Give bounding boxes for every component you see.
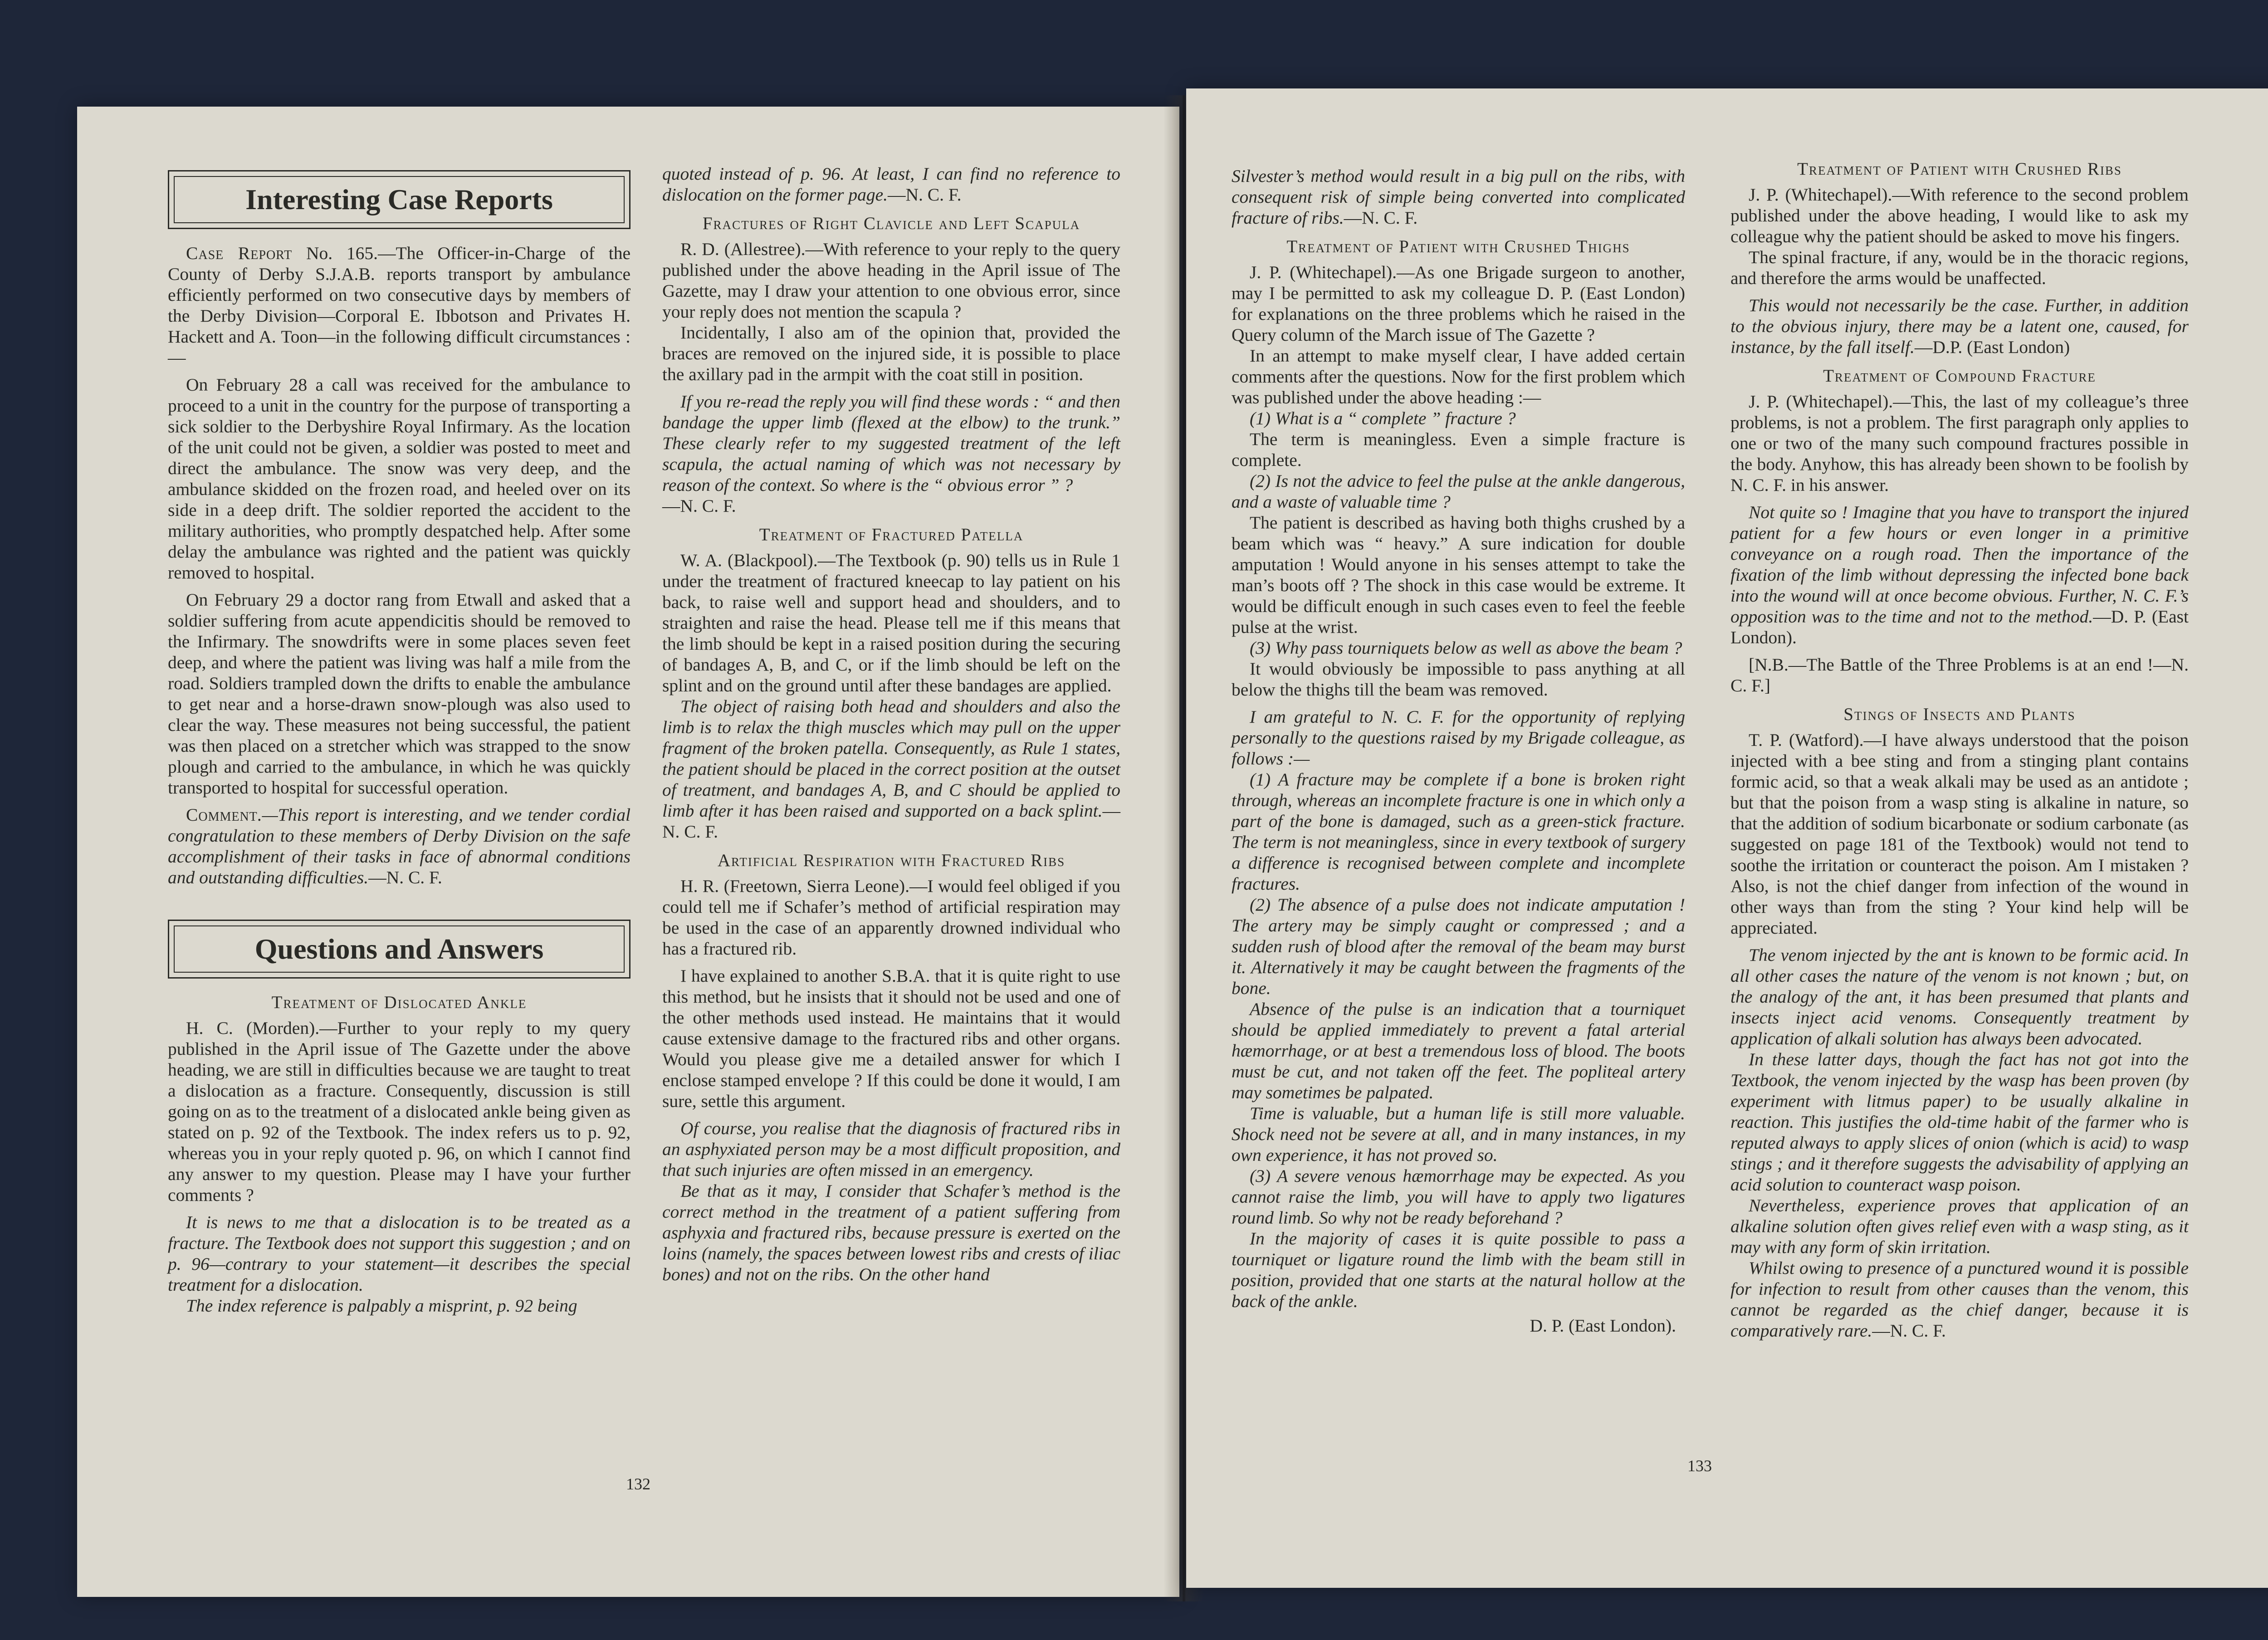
paragraph: In an attempt to make myself clear, I have added certain comments after the questions. Now for the first problem which was published under the above heading :— xyxy=(1232,346,1685,407)
paragraph: H. C. (Morden).—Further to your reply to my query published in the April issue of The Gazette under the above heading, we are still in difficulties because we are taught to treat a dislocation as a fracture. Consequently, discussion is still going on as to the treatment of a dislocated ankle being given as stated on p. 92 of the Textbook. The index refers us to p. 92, whereas you in your reply quoted p. 96, on which I cannot find any answer to my question. Please may I have your further comments ? xyxy=(168,1018,631,1205)
reply: (3) A severe venous hæmorrhage may be expected. As you cannot raise the limb, you will have to apply two ligatures round limb. So why not be ready beforehand ? xyxy=(1232,1166,1685,1228)
reply: Not quite so ! Imagine that you have to transport the injured patient for a few hours or even longer in a primitive conveyance on a rough road. Then the importance of the fixation of the limb without depressing the infected bone back into the wound will at once become obvious. Further, N. C. F.’s opposition was to the time and not to the method.—D. P. (East London). xyxy=(1730,502,2189,647)
interesting-case-reports-box xyxy=(168,170,631,229)
reply: In these latter days, though the fact has not got into the Textbook, the venom injected by the wasp has been proven (by experiment with litmus paper) to be usually alkaline in reaction. This justifies the old-time habit of the farmer who is reputed always to apply slices of onion (which is acid) to wasp stings ; and it therefore suggests the advisability of applying an acid solution to counteract wasp poison. xyxy=(1730,1049,2189,1195)
left-column-2 xyxy=(662,163,1120,1285)
paragraph: T. P. (Watford).—I have always understood that the poison injected with a bee sting and from a stinging plant contains formic acid, so that a weak alkali may be used as an antidote ; but that the poison from a wasp sting is alkaline in nature, so that the addition of sodium bicarbonate or sodium carbonate (as suggested on page 181 of the Textbook) would not tend to soothe the irritation or counteract the poison. Am I mistaken ? Also, is not the chief danger from infection of the wound in other ways than from the sting ? Your kind help will be appreciated. xyxy=(1730,730,2189,938)
signature: D. P. (East London). xyxy=(1530,1316,1676,1336)
paragraph: Silvester’s method would result in a big pull on the ribs, with consequent risk of simple being converted into complicated fracture of ribs.—N. C. F. xyxy=(1232,166,1685,228)
reply: I am grateful to N. C. F. for the opportunity of replying personally to the questions raised by my Brigade colleague, as follows :— xyxy=(1232,707,1685,769)
subheading: Fractures of Right Clavicle and Left Scapula xyxy=(702,214,1080,233)
right-page xyxy=(1186,88,2268,1588)
reply: The venom injected by the ant is known to be formic acid. In all other cases the nature of the venom is not known ; but, on the analogy of the ant, it has been presumed that plants and insects inject acid venoms. Consequently treatment by application of alkali solution has always been advocated. xyxy=(1730,945,2189,1048)
question: (3) Why pass tourniquets below as well as above the beam ? xyxy=(1250,638,1682,658)
paragraph: H. R. (Freetown, Sierra Leone).—I would feel obliged if you could tell me if Schafer’s method of artificial respiration may be used in the case of an apparently drowned individual who has a fractured rib. xyxy=(662,876,1120,959)
subheading: Treatment of Patient with Crushed Thighs xyxy=(1286,237,1630,256)
paragraph: Incidentally, I also am of the opinion that, provided the braces are removed on the injured side, it is possible to place the axillary pad in the armpit with the coat still in position. xyxy=(662,323,1120,384)
left-page xyxy=(77,107,1179,1597)
subheading: Treatment of Fractured Patella xyxy=(759,525,1024,544)
reply: Absence of the pulse is an indication that a tourniquet should be applied immediately to prevent a fatal arterial hæmorrhage, or at best a tremendous loss of blood. The boots must be cut, and not taken off the feet. The popliteal artery may sometimes be palpated. xyxy=(1232,999,1685,1102)
section-title: Questions and Answers xyxy=(174,925,625,973)
questions-and-answers-box xyxy=(168,920,631,979)
page-number: 133 xyxy=(1687,1457,1712,1475)
comment: Comment.—This report is interesting, and we tender cordial congratulation to these members of Derby Division on the safe accomplishment of their tasks in face of abnormal conditions and outstanding difficulties.—N. C. F. xyxy=(168,805,631,887)
reply: The object of raising both head and shoulders and also the limb is to relax the thigh muscles which may pull on the upper fragment of the broken patella. Consequently, as Rule 1 states, the patient should be placed in the correct position at the outset of treatment, and bandages A, B, and C should be applied to limb after it has been raised and supported on a back splint.—N. C. F. xyxy=(662,696,1120,842)
reply: Of course, you realise that the diagnosis of fractured ribs in an asphyxiated person may be a most difficult proposition, and that such injuries are often missed in an emergency. xyxy=(662,1118,1120,1180)
paragraph: quoted instead of p. 96. At least, I can find no reference to dislocation on the former page.—N. C. F. xyxy=(662,164,1120,205)
paragraph: R. D. (Allestree).—With reference to your reply to the query published under the above heading in the April issue of The Gazette, may I draw your attention to one obvious error, since your reply does not mention the scapula ? xyxy=(662,239,1120,322)
paragraph: The patient is described as having both thighs crushed by a beam which was “ heavy.” A sure indication for double amputation ! Would anyone in his senses attempt to take the man’s boots off ? The shock in this case would be extreme. It would be difficult enough in such cases even to feel the feeble pulse at the wrist. xyxy=(1232,513,1685,637)
question: (1) What is a “ complete ” fracture ? xyxy=(1250,408,1516,428)
reply: (2) The absence of a pulse does not indicate amputation ! The artery may be simply caught or compressed ; and a sudden rush of blood after the removal of the beam may burst it. Alternatively it may be caught between the fragments of the bone. xyxy=(1232,895,1685,998)
reply: It is news to me that a dislocation is to be treated as a fracture. The Textbook does not support this suggestion ; and on p. 96—contrary to your statement—it describes the special treatment for a dislocation. xyxy=(168,1212,631,1295)
case-report-intro: Case Report No. 165.—The Officer-in-Charge of the County of Derby S.J.A.B. reports transport by ambulance efficiently performed on two consecutive days by members of the Derby Division—Corporal E. Ibbotson and Privates H. Hackett and A. Toon—in the following difficult circumstances :— xyxy=(168,243,631,367)
subheading: Stings of Insects and Plants xyxy=(1843,705,2076,724)
reply: The index reference is palpably a misprint, p. 92 being xyxy=(186,1296,577,1316)
editor-note: [N.B.—The Battle of the Three Problems is at an end !—N. C. F.] xyxy=(1730,655,2189,695)
right-column-2 xyxy=(1730,159,2189,1341)
subheading: Treatment of Compound Fracture xyxy=(1823,366,2096,386)
paragraph: W. A. (Blackpool).—The Textbook (p. 90) tells us in Rule 1 under the treatment of fractured kneecap to lay patient on his back, to raise well and support head and shoulders, and to straighten and raise the head. Please tell me if this means that the limb should be kept in a raised position during the securing of bandages A, B, and C, or if the limb should be left on the splint and on the ground until after these bandages are applied. xyxy=(662,550,1120,695)
reply: If you re-read the reply you will find these words : “ and then bandage the upper limb (flexed at the elbow) to the trunk.” These clearly refer to my suggested treatment of the left scapula, the actual naming of which was not necessary by reason of the context. So where is the “ obvious error ” ? —N. C. F. xyxy=(662,392,1120,516)
page-number: 132 xyxy=(626,1475,650,1493)
subheading: Artificial Respiration with Fractured Ribs xyxy=(717,851,1066,870)
right-column-1 xyxy=(1232,166,1685,1336)
reply: Time is valuable, but a human life is still more valuable. Shock need not be severe at all, and in many instances, in my own experience, it has not proved so. xyxy=(1232,1103,1685,1165)
reply: In the majority of cases it is quite possible to pass a tourniquet or ligature round the limb with the beam still in position, provided that one starts at the natural hollow at the back of the ankle. xyxy=(1232,1229,1685,1311)
reply: (1) A fracture may be complete if a bone is broken right through, whereas an incomplete fracture is one in which only a part of the bone is damaged, such as a green-stick fracture. The term is not meaningless, since in every textbook of surgery a difference is recognised between complete and incomplete fractures. xyxy=(1232,769,1685,894)
paragraph: On February 29 a doctor rang from Etwall and asked that a soldier suffering from acute appendicitis should be removed to the Infirmary. The snowdrifts were in some places seven feet deep, and where the patient was living was half a mile from the road. Soldiers trampled down the drifts to enable the ambulance to get near and a horse-drawn snow-plough was also used to clear the way. These measures not being successful, the patient was then placed on a stretcher which was strapped to the snow plough and carried to the ambulance, in which he was quickly transported to hospital for successful operation. xyxy=(168,590,631,798)
paragraph: J. P. (Whitechapel).—This, the last of my colleague’s three problems, is not a problem. The first paragraph only applies to one or two of the many such compound fractures possible in the body. Anyhow, this has already been shown to be foolish by N. C. F. in his answer. xyxy=(1730,392,2189,495)
reply: Nevertheless, experience proves that application of an alkaline solution often gives relief even with a wasp sting, as it may with any form of skin irritation. xyxy=(1730,1195,2189,1257)
reply: This would not necessarily be the case. Further, in addition to the obvious injury, there may be a latent one, caused, for instance, by the fall itself.—D.P. (East London) xyxy=(1730,295,2189,357)
paragraph: It would obviously be impossible to pass anything at all below the thighs till the beam was removed. xyxy=(1232,659,1685,700)
reply: Whilst owing to presence of a punctured wound it is possible for infection to result from other causes than the venom, this cannot be regarded as the chief danger, because it is comparatively rare.—N. C. F. xyxy=(1730,1258,2189,1341)
section-title: Interesting Case Reports xyxy=(174,176,625,223)
paragraph: J. P. (Whitechapel).—As one Brigade surgeon to another, may I be permitted to ask my colleague D. P. (East London) for explanations on the three problems which he raised in the Query column of the March issue of The Gazette ? xyxy=(1232,262,1685,345)
paragraph: The term is meaningless. Even a simple fracture is complete. xyxy=(1232,429,1685,470)
subheading: Treatment of Patient with Crushed Ribs xyxy=(1797,159,2122,179)
paragraph: I have explained to another S.B.A. that it is quite right to use this method, but he insists that it should not be used and one of the other methods used instead. He maintains that it would cause extensive damage to the fractured ribs and other organs. Would you please give me a detailed answer for which I enclose stamped envelope ? If this could be done it would, I am sure, settle this argument. xyxy=(662,966,1120,1111)
paragraph: The spinal fracture, if any, would be in the thoracic regions, and therefore the arms would be unaffected. xyxy=(1730,247,2189,288)
left-column-1 xyxy=(168,170,631,1316)
reply: Be that as it may, I consider that Schafer’s method is the correct method in the treatment of a patient suffering from asphyxia and fractured ribs, because pressure is exerted on the loins (namely, the spaces between lowest ribs and crests of iliac bones) and not on the ribs. On the other hand xyxy=(662,1181,1120,1284)
paragraph: On February 28 a call was received for the ambulance to proceed to a unit in the country for the purpose of transporting a sick soldier to the Derbyshire Royal Infirmary. As the location of the unit could not be given, a soldier was posted to meet and direct the ambulance. The snow was very deep, and the ambulance skidded on the frozen road, and heeled over on its side in a deep drift. The soldier reported the accident to the military authorities, who promptly despatched help. After some delay the ambulance was righted and the patient was quickly removed to hospital. xyxy=(168,375,631,583)
question: (2) Is not the advice to feel the pulse at the ankle dangerous, and a waste of valuable time ? xyxy=(1232,471,1685,512)
paragraph: J. P. (Whitechapel).—With reference to the second problem published under the above heading, I would like to ask my colleague why the patient should be asked to move his fingers. xyxy=(1730,185,2189,246)
subheading: Treatment of Dislocated Ankle xyxy=(271,993,527,1012)
